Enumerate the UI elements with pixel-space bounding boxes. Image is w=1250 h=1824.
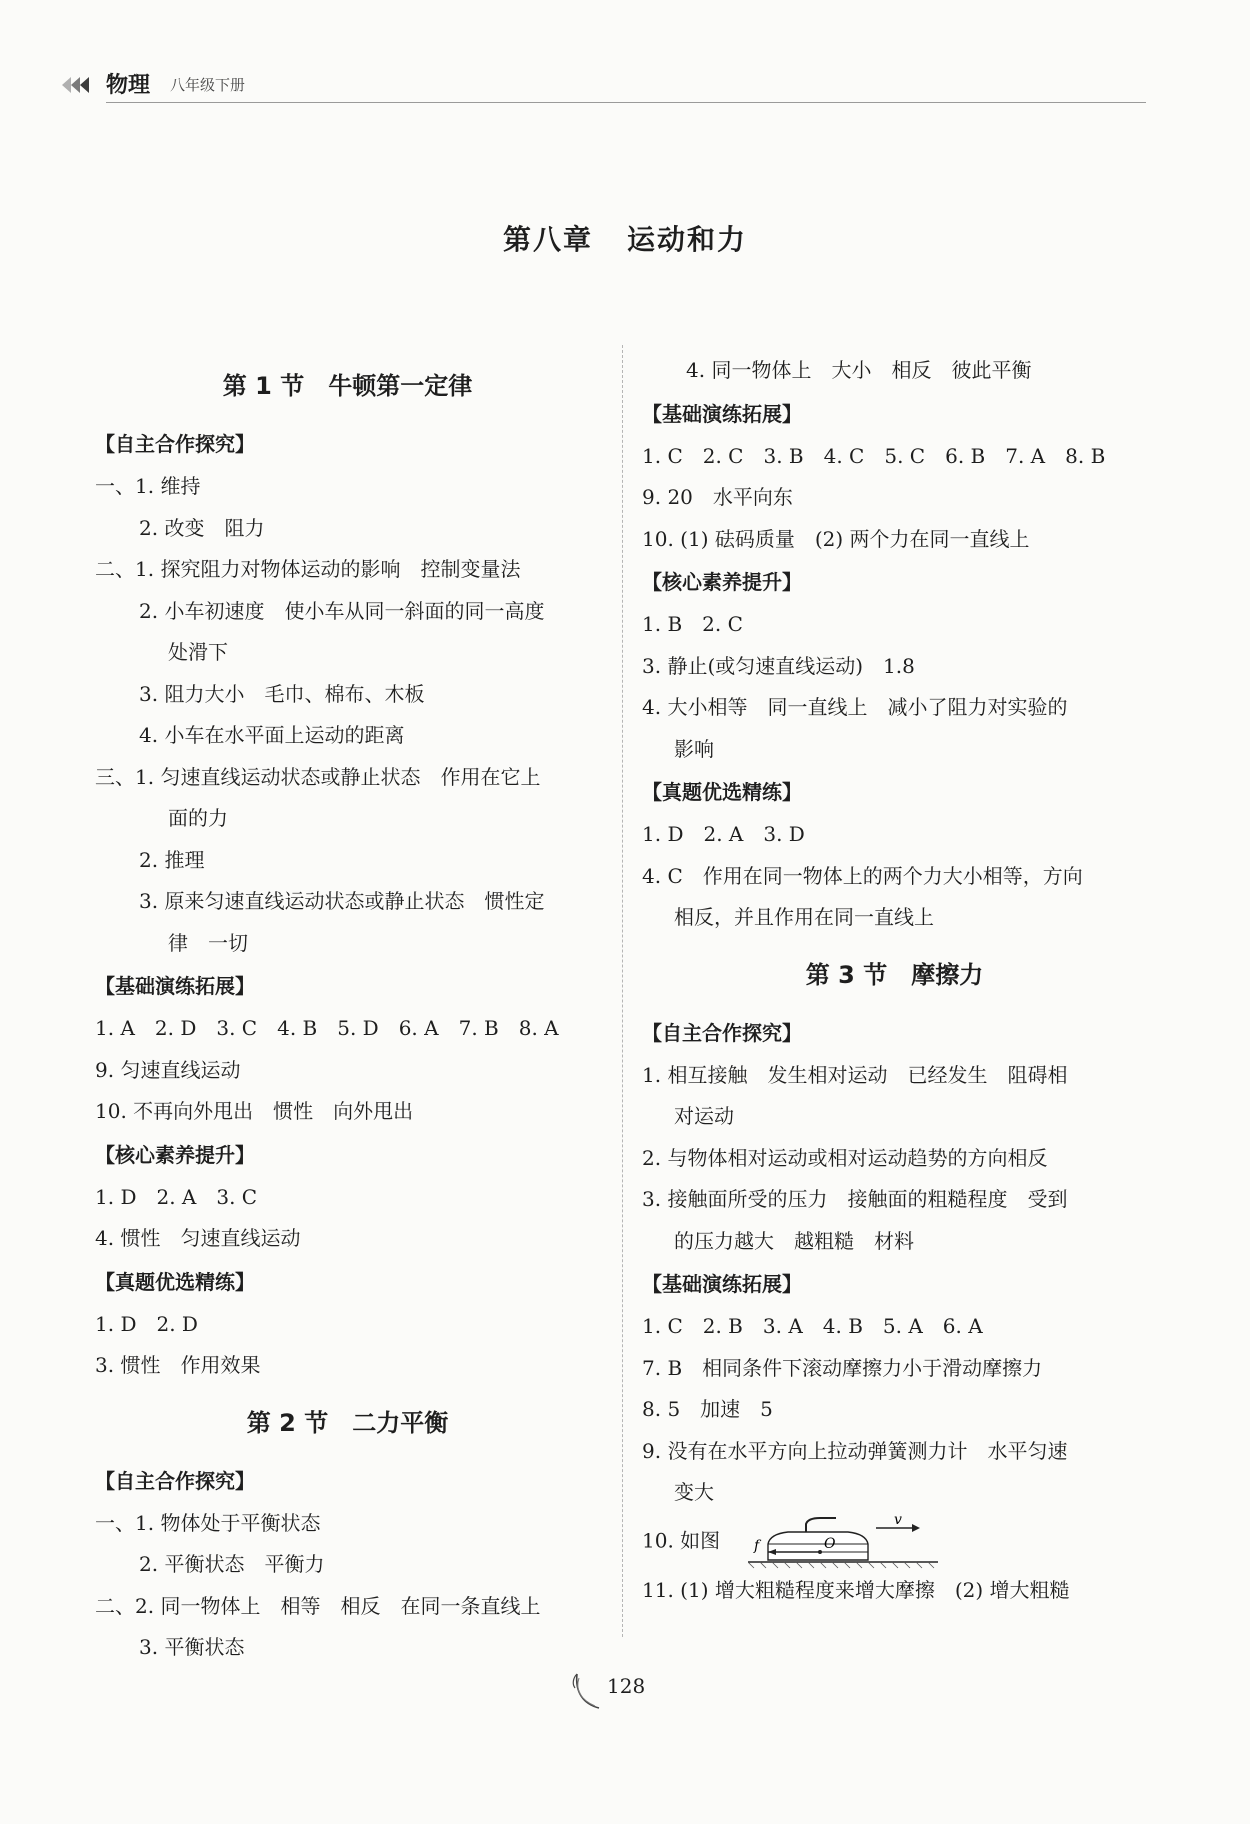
- answer-line-indented: 2. 推理: [139, 847, 205, 872]
- answer-line: 9. 没有在水平方向上拉动弹簧测力计 水平匀速: [642, 1438, 1068, 1463]
- answer-line-continued: 处滑下: [168, 640, 228, 664]
- triangle-arrows-icon: [62, 74, 90, 96]
- section-label: 【真题优选精练】: [642, 780, 802, 804]
- velocity-label: v: [894, 1513, 903, 1528]
- section-label: 【真题优选精练】: [95, 1269, 255, 1294]
- section-label: 【自主合作探究】: [642, 1020, 802, 1045]
- subject-label: 物理: [106, 73, 151, 98]
- chapter-name: 运动和力: [627, 223, 748, 256]
- section-title: 第 2 节 二力平衡: [246, 1408, 449, 1437]
- answer-line-indented: 2. 改变 阻力: [139, 515, 265, 540]
- right-column: [642, 350, 1147, 1611]
- answer-line-indented: 2. 平衡状态 平衡力: [139, 1552, 325, 1576]
- answer-line: 1. B 2. C: [642, 612, 743, 636]
- answer-line: 4. 大小相等 同一直线上 减小了阻力对实验的: [642, 695, 1068, 719]
- section-label: 【基础演练拓展】: [95, 974, 255, 998]
- answer-line: 9. 20 水平向东: [642, 485, 793, 509]
- page-number: [555, 1668, 695, 1712]
- page-number-text: 128: [607, 1674, 646, 1698]
- answer-line: 10. (1) 砝码质量 (2) 两个力在同一直线上: [642, 526, 1030, 551]
- answer-line: 8. 5 加速 5: [642, 1397, 773, 1421]
- page-header: [62, 66, 1142, 104]
- answer-line: 一、1. 物体处于平衡状态: [95, 1510, 321, 1535]
- answer-line: 1. C 2. B 3. A 4. B 5. A 6. A: [642, 1314, 983, 1338]
- answer-line-indented: 3. 阻力大小 毛巾、棉布、木板: [139, 681, 425, 706]
- answer-line: 9. 匀速直线运动: [95, 1057, 241, 1082]
- answer-line-continued: 对运动: [674, 1104, 734, 1128]
- section-label: 【自主合作探究】: [95, 1468, 255, 1493]
- answer-line-continued: 律 一切: [168, 930, 248, 955]
- answer-line: 三、1. 匀速直线运动状态或静止状态 作用在它上: [95, 764, 541, 789]
- answer-line: 1. C 2. C 3. B 4. C 5. C 6. B 7. A 8. B: [642, 443, 1106, 468]
- answer-line: [642, 1514, 1147, 1570]
- answer-line: 4. 惯性 匀速直线运动: [95, 1226, 301, 1250]
- answer-line: 10. 不再向外甩出 惯性 向外甩出: [95, 1099, 414, 1123]
- header-rule: [106, 102, 1146, 103]
- section-label: 【核心素养提升】: [95, 1142, 255, 1167]
- answer-line-continued: 相反，并且作用在同一直线上: [674, 905, 934, 929]
- answer-line: 1. A 2. D 3. C 4. B 5. D 6. A 7. B 8. A: [95, 1016, 559, 1040]
- chapter-number: 第八章: [502, 223, 593, 256]
- friction-label: f: [754, 1537, 760, 1554]
- answer-line-continued: 影响: [674, 736, 714, 761]
- center-label: O: [824, 1535, 836, 1552]
- answer-line: 2. 与物体相对运动或相对运动趋势的方向相反: [642, 1145, 1048, 1170]
- answer-line: 4. C 作用在同一物体上的两个力大小相等，方向: [642, 863, 1083, 888]
- answer-line: 3. 惯性 作用效果: [95, 1353, 261, 1377]
- section-label: 【基础演练拓展】: [642, 401, 802, 426]
- answer-line: 11. (1) 增大粗糙程度来增大摩擦 (2) 增大粗糙: [642, 1577, 1070, 1602]
- left-column: [95, 350, 600, 1669]
- answer-line-indented: 3. 平衡状态: [139, 1635, 245, 1659]
- section-label: 【基础演练拓展】: [642, 1272, 802, 1296]
- section-title: 第 3 节 摩擦力: [805, 960, 984, 989]
- answer-line: 二、2. 同一物体上 相等 相反 在同一条直线上: [95, 1593, 541, 1618]
- answer-line-indented: 4. 小车在水平面上运动的距离: [139, 723, 405, 747]
- answer-line: 1. D 2. A 3. D: [642, 822, 805, 846]
- answer-text: 10. 如图: [642, 1528, 721, 1552]
- curling-stone-figure: [748, 1514, 938, 1570]
- answer-line: 1. D 2. D: [95, 1311, 198, 1336]
- answer-line-indented: 2. 小车初速度 使小车从同一斜面的同一高度: [139, 598, 545, 623]
- answer-line: 3. 静止(或匀速直线运动) 1.8: [642, 653, 915, 678]
- section-label: 【自主合作探究】: [95, 432, 255, 456]
- answer-line-continued: 变大: [674, 1480, 714, 1504]
- grade-label: 八年级下册: [170, 76, 246, 94]
- chapter-title: [0, 218, 1250, 258]
- section-title: 第 1 节 牛顿第一定律: [222, 372, 473, 400]
- answer-line: 7. B 相同条件下滚动摩擦力小于滑动摩擦力: [642, 1355, 1043, 1380]
- answer-line-continued: 的压力越大 越粗糙 材料: [674, 1228, 914, 1253]
- column-divider: [622, 345, 623, 1637]
- answer-line: 二、1. 探究阻力对物体运动的影响 控制变量法: [95, 557, 521, 581]
- answer-line-indented: 4. 同一物体上 大小 相反 彼此平衡: [686, 358, 1032, 382]
- leaf-ornament-icon: [555, 1668, 605, 1712]
- section-label: 【核心素养提升】: [642, 570, 802, 594]
- answer-line-continued: 面的力: [168, 806, 228, 830]
- answer-line: 3. 接触面所受的压力 接触面的粗糙程度 受到: [642, 1187, 1068, 1211]
- answer-line: 1. D 2. A 3. C: [95, 1184, 258, 1209]
- answer-line-indented: 3. 原来匀速直线运动状态或静止状态 惯性定: [139, 889, 545, 913]
- answer-line: 1. 相互接触 发生相对运动 已经发生 阻碍相: [642, 1062, 1068, 1087]
- answer-line: 一、1. 维持: [95, 474, 201, 498]
